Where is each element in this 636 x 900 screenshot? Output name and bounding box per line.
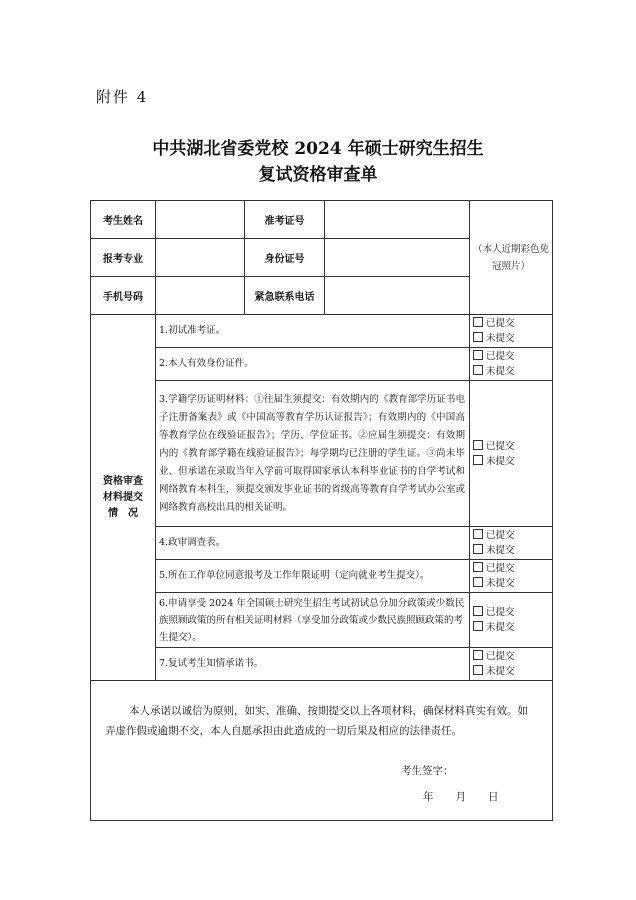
photo-box: [470, 201, 553, 315]
material-item: 2.本人有效身份证件。: [156, 348, 470, 381]
not-submitted-checkbox[interactable]: [473, 543, 549, 558]
checkbox-square-icon: [473, 606, 483, 616]
check-cell: [470, 593, 553, 648]
day-label: 日: [488, 791, 499, 803]
photo-note: （本人近期彩色免冠照片）: [473, 243, 550, 272]
material-item: 5.所在工作单位同意报考及工作年限证明（定向就业考生提交）。: [156, 560, 470, 593]
pledge-section: [91, 681, 553, 821]
submitted-label: 已提交: [486, 318, 515, 329]
major-label: 报考专业: [91, 239, 156, 277]
check-cell: [470, 560, 553, 593]
not-submitted-checkbox[interactable]: [473, 576, 549, 591]
materials-section-label: [91, 315, 156, 681]
submitted-label: 已提交: [486, 440, 515, 452]
submitted-checkbox[interactable]: [473, 528, 549, 543]
submitted-label: 已提交: [486, 530, 515, 541]
not-submitted-label: 未提交: [486, 545, 515, 556]
signature-label[interactable]: 考生签字：: [401, 765, 454, 777]
check-cell: [470, 348, 553, 381]
form-title: 中共湖北省委党校 2024 年硕士研究生招生: [152, 139, 484, 159]
not-submitted-label: 未提交: [486, 578, 515, 589]
checkbox-square-icon: [473, 332, 483, 342]
id-field[interactable]: [325, 239, 470, 277]
check-cell: [470, 648, 553, 681]
checkbox-square-icon: [473, 365, 483, 375]
not-submitted-checkbox[interactable]: [473, 364, 549, 379]
checkbox-square-icon: [473, 665, 483, 675]
submitted-label: 已提交: [486, 351, 515, 362]
phone-label: 手机号码: [91, 277, 156, 315]
submitted-label: 已提交: [486, 563, 515, 574]
check-cell: [470, 381, 553, 527]
not-submitted-label: 未提交: [486, 622, 515, 633]
checkbox-square-icon: [473, 562, 483, 572]
submitted-label: 已提交: [486, 607, 515, 618]
checkbox-square-icon: [473, 455, 483, 465]
form-subtitle: 复试资格审查单: [258, 165, 378, 185]
not-submitted-checkbox[interactable]: [473, 664, 549, 679]
not-submitted-label: 未提交: [486, 333, 515, 344]
not-submitted-checkbox[interactable]: [473, 454, 549, 469]
submitted-checkbox[interactable]: [473, 439, 549, 454]
ticket-label: 准考证号: [245, 201, 325, 239]
check-cell: [470, 527, 553, 560]
date-line: [423, 789, 521, 804]
name-label: 考生姓名: [91, 201, 156, 239]
material-item: 1.初试准考证。: [156, 315, 470, 348]
submitted-checkbox[interactable]: [473, 605, 549, 620]
materials-section-text: 资格审查材料提交情 况: [103, 475, 143, 519]
ticket-field[interactable]: [325, 201, 470, 239]
checkbox-square-icon: [473, 650, 483, 660]
checkbox-square-icon: [473, 577, 483, 587]
submitted-checkbox[interactable]: [473, 561, 549, 576]
checkbox-square-icon: [473, 317, 483, 327]
pledge-text: 本人承诺以诚信为原则，如实、准确、按期提交以上各项材料，确保材料真实有效。如弄虚作假或逾期不交，本人自愿承担由此造成的一切后果及相应的法律责任。: [105, 705, 528, 737]
year-label: 年: [423, 791, 434, 803]
checkbox-square-icon: [473, 621, 483, 631]
material-item: 3.学籍学历证明材料：①往届生须提交：有效期内的《教育部学历证书电子注册备案表》或《中国高等教育学历认证报告》；有效期内的《中国高等教育学位在线验证报告》；学历、学位证书。②应届生须提交：有效期内的《教育部学籍在线验证报告》；每学期均已注册的学生证。③尚未毕业、但承诺在录取当年入学前可取得国家承认本科毕业证书的自学考试和网络教育本科生，须提交颁发毕业证书的省级高等教育自学考试办公室或网络教育高校出具的相关证明。: [156, 381, 470, 527]
not-submitted-checkbox[interactable]: [473, 620, 549, 635]
month-label: 月: [455, 791, 466, 803]
not-submitted-label: 未提交: [486, 455, 515, 467]
checkbox-square-icon: [473, 544, 483, 554]
material-item: 6.申请享受 2024 年全国硕士研究生招生考试初试总分加分政策或少数民族照顾政策的所有相关证明材料（享受加分政策或少数民族照顾政策的考生提交）。: [156, 593, 470, 648]
major-field[interactable]: [156, 239, 245, 277]
attachment-label: 附件 4: [96, 88, 149, 106]
submitted-label: 已提交: [486, 651, 515, 662]
material-item: 7.复试考生知情承诺书。: [156, 648, 470, 681]
checkbox-square-icon: [473, 440, 483, 450]
emergency-field[interactable]: [325, 277, 470, 315]
phone-field[interactable]: [156, 277, 245, 315]
id-label: 身份证号: [245, 239, 325, 277]
material-item: 4.政审调查表。: [156, 527, 470, 560]
check-cell: [470, 315, 553, 348]
review-form-table: [90, 200, 553, 821]
not-submitted-label: 未提交: [486, 366, 515, 377]
emergency-label: 紧急联系电话: [245, 277, 325, 315]
checkbox-square-icon: [473, 350, 483, 360]
submitted-checkbox[interactable]: [473, 649, 549, 664]
checkbox-square-icon: [473, 529, 483, 539]
not-submitted-checkbox[interactable]: [473, 331, 549, 346]
not-submitted-label: 未提交: [486, 666, 515, 677]
submitted-checkbox[interactable]: [473, 316, 549, 331]
submitted-checkbox[interactable]: [473, 349, 549, 364]
name-field[interactable]: [156, 201, 245, 239]
